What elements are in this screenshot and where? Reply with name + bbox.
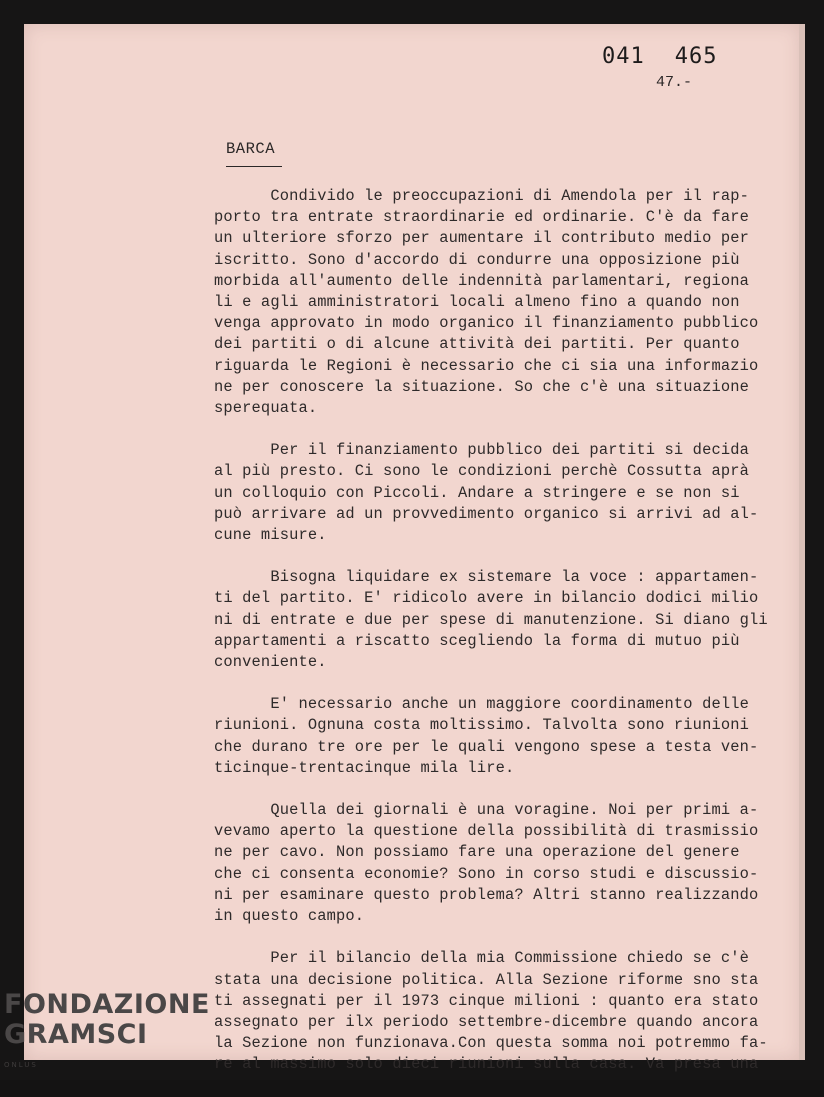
paragraph xyxy=(214,694,794,779)
text-line: Bisogna liquidare ex sistemare la voce : appartamen- xyxy=(214,568,759,587)
text-line: venga approvato in modo organico il finanziamento pubblico xyxy=(214,314,759,333)
text-line: Per il bilancio della mia Commissione chiedo se c'è xyxy=(214,949,749,968)
text-line: ti del partito. E' ridicolo avere in bilancio dodici milio xyxy=(214,589,759,608)
text-line: E' necessario anche un maggiore coordinamento delle xyxy=(214,695,749,714)
text-line: un colloquio con Piccoli. Andare a stringere e se non si xyxy=(214,483,740,502)
text-line: Condivido le preoccupazioni di Amendola per il rap- xyxy=(214,187,749,205)
page-edge xyxy=(799,24,805,1060)
paragraph xyxy=(214,948,794,1075)
speaker-heading-text: BARCA xyxy=(226,140,276,158)
text-line: iscritto. Sono d'accordo di condurre una opposizione più xyxy=(214,250,740,269)
text-line: vevamo aperto la questione della possibilità di trasmissio xyxy=(214,822,759,841)
body-text xyxy=(214,186,794,1097)
text-line: al più presto. Ci sono le condizioni perchè Cossutta aprà xyxy=(214,462,749,481)
text-line: può arrivare ad un provvedimento organico si arrivi ad al- xyxy=(214,504,759,523)
text-line: li e agli amministratori locali almeno fino a quando non xyxy=(214,293,740,312)
text-line: che ci consenta economie? Sono in corso studi e discussio- xyxy=(214,864,759,883)
text-line: ni di entrate e due per spese di manutenzione. Si diano gli xyxy=(214,610,768,629)
watermark-sub: ONLUS xyxy=(4,1061,38,1069)
archive-number-part-2: 465 xyxy=(674,44,718,69)
watermark-line-2: GRAMSCI xyxy=(4,1019,148,1050)
archive-number xyxy=(602,44,718,69)
text-line: riunioni. Ognuna costa moltissimo. Talvolta sono riunioni xyxy=(214,716,749,735)
text-line: ne per cavo. Non possiamo fare una operazione del genere xyxy=(214,843,740,862)
text-line: in questo campo. xyxy=(214,907,365,926)
text-line: ticinque-trentacinque mila lire. xyxy=(214,758,515,777)
text-line: sperequata. xyxy=(214,399,318,418)
archive-number-part-1: 041 xyxy=(602,44,645,69)
text-line: ne per conoscere la situazione. So che c'è una situazione xyxy=(214,377,749,396)
text-line: porto tra entrate straordinarie ed ordinarie. C'è da fare xyxy=(214,208,749,227)
fondazione-gramsci-watermark xyxy=(4,990,210,1080)
text-line: Per il finanziamento pubblico dei partiti si decida xyxy=(214,441,749,460)
text-line: un ulteriore sforzo per aumentare il contributo medio per xyxy=(214,229,749,248)
page-number: 47.- xyxy=(656,74,693,91)
text-line: ni per esaminare questo problema? Altri stanno realizzando xyxy=(214,885,759,904)
paragraph xyxy=(214,186,794,419)
text-line: Quella dei giornali è una voragine. Noi per primi a- xyxy=(214,801,759,820)
text-line: conveniente. xyxy=(214,653,327,672)
paragraph xyxy=(214,440,794,546)
text-line: ti assegnati per il 1973 cinque milioni : quanto era stato xyxy=(214,991,759,1010)
text-line: re al massimo solo dieci riunioni sulla casa. Va presa una xyxy=(214,1055,759,1074)
text-line: appartamenti a riscatto scegliendo la forma di mutuo più xyxy=(214,631,740,650)
watermark-line-1: FONDAZIONE xyxy=(4,989,210,1020)
text-line: assegnato per ilx periodo settembre-dicembre quando ancora xyxy=(214,1012,759,1031)
text-line: riguarda le Regioni è necessario che ci sia una informazio xyxy=(214,356,759,375)
text-line: dei partiti o di alcune attività dei partiti. Per quanto xyxy=(214,335,740,354)
heading-underline xyxy=(226,154,282,167)
text-line: cune misure. xyxy=(214,526,327,545)
text-line: la Sezione non funzionava.Con questa somma noi potremmo fa- xyxy=(214,1034,768,1053)
text-line: morbida all'aumento delle indennità parlamentari, regiona xyxy=(214,271,749,290)
speaker-heading xyxy=(226,140,275,158)
paragraph xyxy=(214,567,794,673)
text-line: che durano tre ore per le quali vengono spese a testa ven- xyxy=(214,737,759,756)
text-line: stata una decisione politica. Alla Sezione riforme sno sta xyxy=(214,970,759,989)
paragraph xyxy=(214,800,794,927)
